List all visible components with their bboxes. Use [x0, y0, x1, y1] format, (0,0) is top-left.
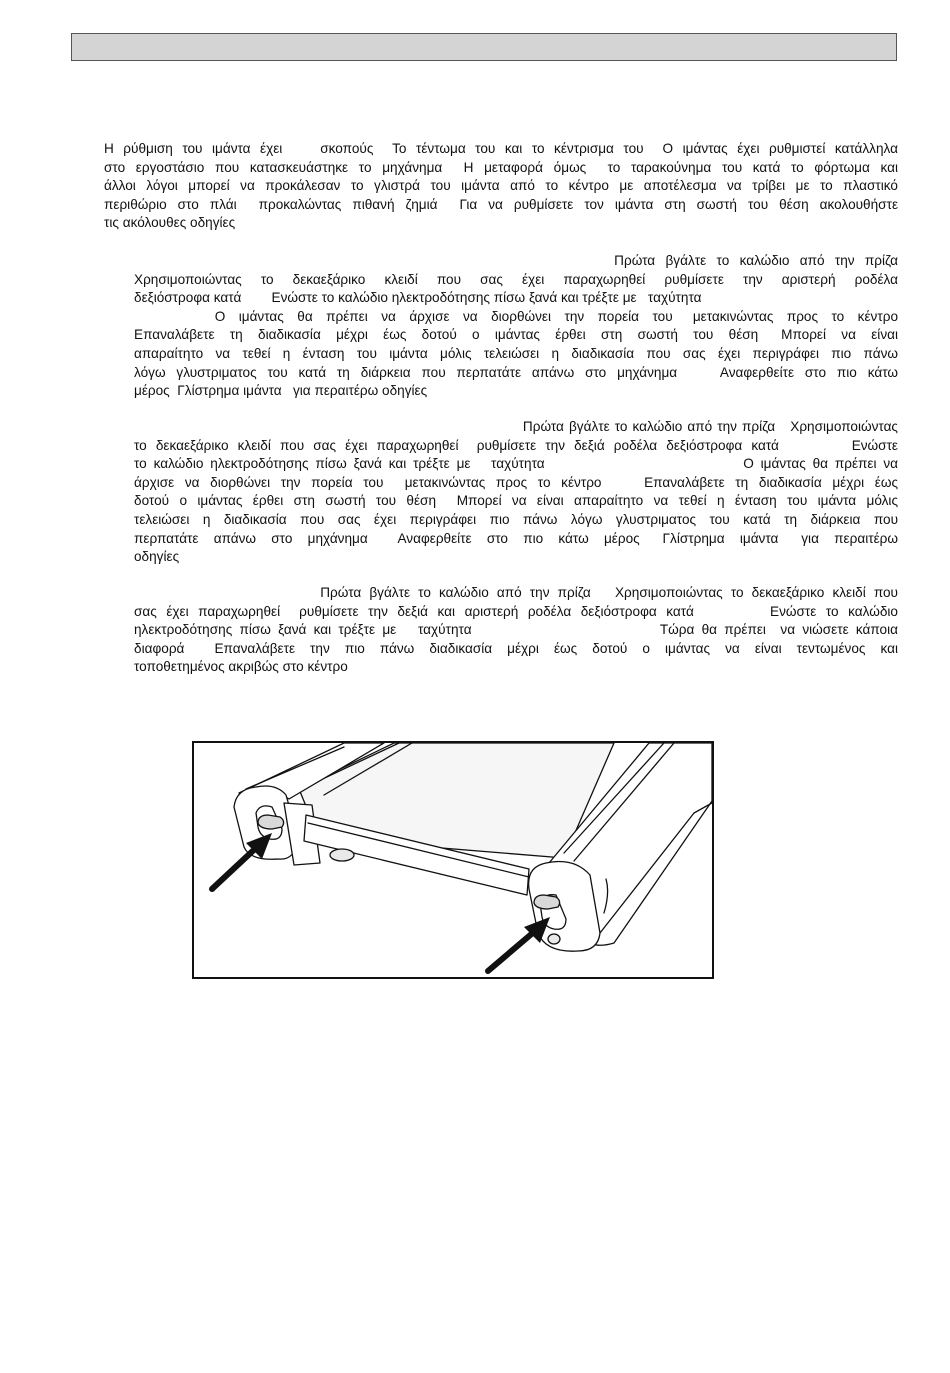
step-both-rollers-paragraph [134, 584, 898, 677]
intro-line: τις ακόλουθες οδηγίες [104, 215, 236, 231]
arrow-right [488, 917, 550, 971]
step-line: ηλεκτροδότησης πίσω ξανά και τρέξτε με ταχύτητα Τώρα θα πρέπει να νιώσετε κάποια [134, 622, 898, 638]
step-line: δοτού ο ιμάντας έρθει στη σωστή του θέση Μπορεί να είναι απαραίτητο να τεθεί η ένταση του ιμάντα μόλις [134, 493, 898, 509]
section-header-bar [71, 33, 897, 61]
step-line: τοποθετημένος ακριβώς στο κέντρο [134, 659, 348, 675]
intro-line: στο εργοστάσιο που κατασκευάστηκε το μηχάνημα Η μεταφορά όμως το ταρακούνημα του κατά το φόρτωμα και [104, 159, 898, 175]
step-line: απαραίτητο να τεθεί η ένταση του ιμάντα μόλις τελειώσει η διαδικασία που σας έχει περιγράφει πιο πάνω [134, 345, 898, 361]
intro-paragraph [104, 140, 898, 233]
step-line: άρχισε να διορθώνει την πορεία του μετακινώντας προς το κέντρο Επαναλάβετε τη διαδικασία μέχρι έως [134, 474, 898, 490]
step-line: τελειώσει η διαδικασία που σας έχει περιγράφει πιο πάνω λόγω γλυστριματος του κατά τη διάρκεια που [134, 511, 898, 527]
step-line: διαφορά Επαναλάβετε την πιο πάνω διαδικασία μέχρι έως δοτού ο ιμάντας να είναι τεντωμένος και [134, 640, 898, 656]
step-line: Πρώτα βγάλτε το καλώδιο από την πρίζα Χρησιμοποιώντας το δεκαεξάρικο κλειδί που [134, 585, 898, 600]
right-roller-foot [548, 934, 560, 944]
step-line: δεξιόστροφα κατά Ενώστε το καλώδιο ηλεκτροδότησης πίσω ξανά και τρέξτε με ταχύτητα [134, 290, 702, 306]
intro-line: περιθώριο στο πλάι προκαλώντας πιθανή ζημιά Για να ρυθμίσετε τον ιμάντα στη σωστή του θέση ακολουθήστε [104, 196, 898, 212]
step-line: λόγω γλυστριματος του κατά τη διάρκεια που περπατάτε απάνω στο μηχάνημα Αναφερθείτε στο πιο κάτω [134, 364, 898, 380]
step-line: περπατάτε απάνω στο μηχάνημα Αναφερθείτε στο πιο κάτω μέρος Γλίστρημα ιμάντα για περαιτέρω [134, 530, 898, 546]
intro-line: άλλοι λόγοι μπορεί να προκάλεσαν το γλιστρά του ιμάντα από το κέντρο με αποτέλεσμα να τρίβει με το πλαστικό [104, 178, 898, 194]
step-line: Χρησιμοποιώντας το δεκαεξάρικο κλειδί που σας έχει παραχωρηθεί ρυθμίσετε την αριστερή ροδέλα [134, 271, 898, 287]
step-right-roller-paragraph [134, 418, 898, 567]
step-line: Πρώτα βγάλτε το καλώδιο από την πρίζα [134, 253, 898, 268]
step-line: Ο ιμάντας θα πρέπει να άρχισε να διορθώνει την πορεία του μετακινώντας προς το κέντρο [134, 308, 898, 324]
step-line: Επαναλάβετε τη διαδικασία μέχρι έως δοτού ο ιμάντας έρθει στη σωστή του θέση Μπορεί να είναι [134, 327, 898, 343]
step-line: σας έχει παραχωρηθεί ρυθμίσετε την δεξιά και αριστερή ροδέλα δεξιόστροφα κατά Ενώστε το καλώδιο [134, 603, 898, 619]
treadmill-illustration [194, 743, 712, 977]
step-line: Πρώτα βγάλτε το καλώδιο από την πρίζα Χρησιμοποιώντας [134, 419, 898, 434]
treadmill-rear-rollers-figure [192, 741, 714, 979]
right-adjustment-bolt [534, 895, 560, 909]
intro-line: Η ρύθμιση του ιμάντα έχει σκοπούς Το τέντωμα του και το κέντρισμα του Ο ιμάντας έχει ρυθμιστεί κατάλληλα [104, 141, 898, 156]
step-line: οδηγίες [134, 549, 180, 565]
roller-foot [330, 849, 354, 861]
step-left-roller-paragraph [134, 252, 898, 401]
step-line: μέρος Γλίστρημα ιμάντα για περαιτέρω οδηγίες [134, 383, 428, 399]
left-adjustment-bolt [258, 815, 284, 829]
step-line: το καλώδιο ηλεκτροδότησης πίσω ξανά και τρέξτε με ταχύτητα Ο ιμάντας θα πρέπει να [134, 456, 898, 472]
step-line: το δεκαεξάρικο κλειδί που σας έχει παραχωρηθεί ρυθμίσετε την δεξιά ροδέλα δεξιόστροφα κατά Ενώστε [134, 437, 898, 453]
